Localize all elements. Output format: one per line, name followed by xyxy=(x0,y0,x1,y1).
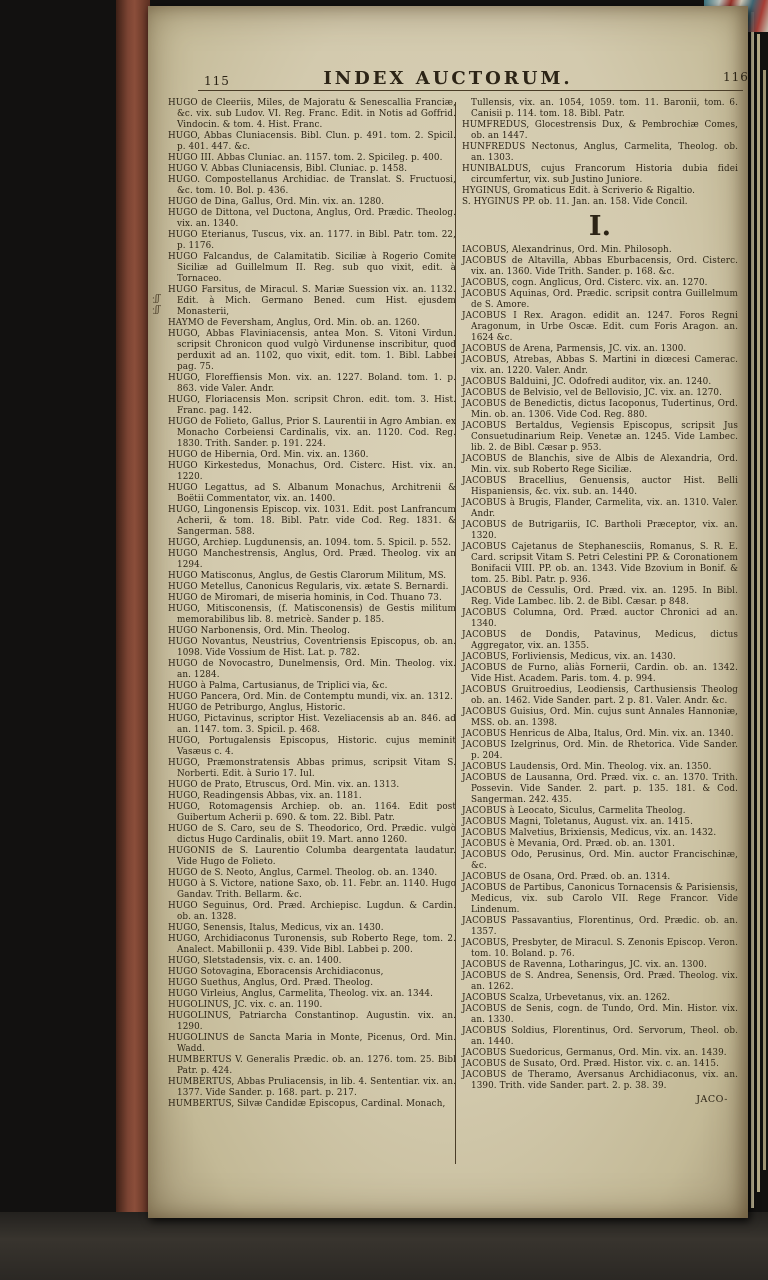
index-entry: JACOBUS Balduini, JC. Odofredi auditor, vix. an. 1240. xyxy=(462,377,712,387)
index-entry: HUGO, Readingensis Abbas, vix. an. 1181. xyxy=(168,791,362,801)
index-entry: HUGOLINUS de Sancta Maria in Monte, Picenus, Ord. Min. Wadd. xyxy=(168,1033,456,1054)
index-entry: HUGO, Lingonensis Episcop. vix. 1031. Edit. post Lanfrancum Acherii, & tom. 18. Bibl. Patr. vide Cod. Reg. 1831. & Sangerman. 588. xyxy=(168,505,456,537)
index-entry: JACOBUS, Presbyter, de Miracul. S. Zenonis Episcop. Veron. tom. 10. Boland. p. 76. xyxy=(462,938,738,959)
index-entry: JACOBUS, cogn. Anglicus, Ord. Cisterc. vix. an. 1270. xyxy=(462,278,708,288)
index-entry: HAYMO de Feversham, Anglus, Ord. Min. ob. an. 1260. xyxy=(168,318,420,328)
book-page xyxy=(148,6,748,1218)
index-entry: HUGO, Floriacensis Mon. scripsit Chron. edit. tom. 3. Hist. Franc. pag. 142. xyxy=(168,395,456,416)
index-entry: JACOBUS Columna, Ord. Præd. auctor Chronici ad an. 1340. xyxy=(462,608,738,629)
index-entry: HUGO de Prato, Etruscus, Ord. Min. vix. an. 1313. xyxy=(168,780,400,790)
index-entry: JACOBUS Laudensis, Ord. Min. Theolog. vix. an. 1350. xyxy=(462,762,712,772)
index-entry: HUGO, Abbas Cluniacensis. Bibl. Clun. p. 491. tom. 2. Spicil. p. 401. 447. &c. xyxy=(168,131,456,152)
index-entry: JACOBUS à Brugis, Flander, Carmelita, vix. an. 1310. Valer. Andr. xyxy=(462,498,738,519)
index-entry: HUGO, Floreffiensis Mon. vix. an. 1227. Boland. tom. 1. p. 863. vide Valer. Andr. xyxy=(168,373,456,394)
index-entry: JACOBUS de Partibus, Canonicus Tornacensis & Parisiensis, Medicus, vix. sub Carolo VII. Rege Francor. Vide Lindenum. xyxy=(462,883,738,915)
section-heading-letter-i: I. xyxy=(588,211,612,242)
index-entry: HUGO, Rotomagensis Archiep. ob. an. 1164. Edit post Guibertum Acherii p. 690. & tom. 22. Bibl. Patr. xyxy=(168,802,456,823)
right-text-column xyxy=(462,98,738,1105)
index-entry: JACOBUS Suedoricus, Germanus, Ord. Min. vix. an. 1439. xyxy=(462,1048,727,1058)
index-entry: HUGO de Cleeriis, Miles, de Majoratu & Senescallia Franciæ, &c. vix. sub Ludov. VI. Reg. Franc. Edit. in Notis ad Goffrid. Vindocin. & tom. 4. Hist. Franc. xyxy=(168,98,456,130)
index-entry: HUGO de Dittona, vel Ductona, Anglus, Ord. Prædic. Theolog. vix. an. 1340. xyxy=(168,208,456,229)
page-edge xyxy=(751,12,754,1208)
page-edge xyxy=(757,34,760,1192)
index-entry: JACOBUS de Cessulis, Ord. Præd. vix. an. 1295. In Bibl. Reg. Vide Lambec. lib. 2. de Bibl. Cæsar. p 848. xyxy=(462,586,738,607)
index-entry: JACOBUS de Butrigariis, IC. Bartholi Præceptor, vix. an. 1320. xyxy=(462,520,738,541)
index-entry: JACOBUS de Osana, Ord. Præd. ob. an. 1314. xyxy=(462,872,671,882)
index-entry: JACOBUS Henricus de Alba, Italus, Ord. Min. vix. an. 1340. xyxy=(462,729,734,739)
index-entry: JACOBUS de Furno, aliàs Fornerii, Cardin. ob. an. 1342. Vide Hist. Academ. Paris. tom. 4. p. 994. xyxy=(462,663,738,684)
index-entry: JACOBUS à Leocato, Siculus, Carmelita Theolog. xyxy=(462,806,686,816)
index-entry: JACOBUS Aquinas, Ord. Prædic. scripsit contra Guillelmum de S. Amore. xyxy=(462,289,738,310)
index-entry: HUNFREDUS Nectonus, Anglus, Carmelita, Theolog. ob. an. 1303. xyxy=(462,142,738,163)
index-entry: JACOBUS de Belvisio, vel de Bellovisio, JC. vix. an. 1270. xyxy=(462,388,723,398)
index-entry: JACOBUS Soldius, Florentinus, Ord. Servorum, Theol. ob. an. 1440. xyxy=(462,1026,738,1047)
index-entry: HUGO Matisconus, Anglus, de Gestis Clarorum Militum, MS. xyxy=(168,571,447,581)
index-entry: HUGO, Archidiaconus Turonensis, sub Roberto Rege, tom. 2. Analect. Mabillonii p. 439. Vide Bibl. Labbei p. 200. xyxy=(168,934,456,955)
index-entry: JACOBUS Gruitroedius, Leodiensis, Carthusiensis Theolog ob. an. 1462. Vide Sander. part. 2 p. 81. Valer. Andr. &c. xyxy=(462,685,738,706)
index-entry: HUGO, Pictavinus, scriptor Hist. Vezeliacensis ab an. 846. ad an. 1147. tom. 3. Spicil. p. 468. xyxy=(168,714,456,735)
index-entry: JACOBUS Guisius, Ord. Min. cujus sunt Annales Hannoniæ, MSS. ob. an. 1398. xyxy=(462,707,738,728)
index-entry: JACOBUS I Rex. Aragon. edidit an. 1247. Foros Regni Aragonum, in Urbe Oscæ. Edit. cum Foris Aragon. an. 1624 &c. xyxy=(462,311,738,343)
page-number-left: 115 xyxy=(204,74,230,88)
index-entry: JACOBUS Bertaldus, Vegiensis Episcopus, scripsit Jus Consuetudinarium Reip. Venetæ an. 1245. Vide Lambec. lib. 2. de Bibl. Cæsar p. 953. xyxy=(462,421,738,453)
index-entry: HUGO Pancera, Ord. Min. de Contemptu mundi, vix. an. 1312. xyxy=(168,692,454,702)
index-entry: HUGO, Mitisconensis, (f. Matisconensis) de Gestis militum memorabilibus lib. 8. metricè. Sander p. 185. xyxy=(168,604,456,625)
index-entry: S. HYGINUS PP. ob. 11. Jan. an. 158. Vide Concil. xyxy=(462,197,688,207)
index-entry: HUGO V. Abbas Cluniacensis, Bibl. Cluniac. p. 1458. xyxy=(168,164,408,174)
index-entry: HUGO, Præmonstratensis Abbas primus, scripsit Vitam S. Norberti. Edit. à Surio 17. Iul. xyxy=(168,758,456,779)
index-entry: HUMBERTUS, Abbas Pruliacensis, in lib. 4. Sententiar. vix. an. 1377. Vide Sander. p. 168. part. p. 217. xyxy=(168,1077,456,1098)
index-entry: HUGOLINUS, Patriarcha Constantinop. Augustin. vix. an. 1290. xyxy=(168,1011,456,1032)
index-entry: HUGO Novantus, Neustrius, Coventriensis Episcopus, ob. an. 1098. Vide Vossium de Hist. Lat. p. 782. xyxy=(168,637,456,658)
index-entry: HUGO Narbonensis, Ord. Min. Theolog. xyxy=(168,626,351,636)
book-binding xyxy=(116,0,150,1262)
index-entry: JACOBUS de Benedictis, dictus Iacoponus, Tudertinus, Ord. Min. ob. an. 1306. Vide Cod. Reg. 880. xyxy=(462,399,738,420)
entry-continuation: Tullensis, vix. an. 1054, 1059. tom. 11. Baronii, tom. 6. Canisii p. 114. tom. 18. Bibl. Patr. xyxy=(471,98,738,119)
index-entry: JACOBUS Passavantius, Florentinus, Ord. Prædic. ob. an. 1357. xyxy=(462,916,738,937)
index-entry: JACOBUS de Dondis, Patavinus, Medicus, dictus Aggregator, vix. an. 1355. xyxy=(462,630,738,651)
index-entry: JACOBUS de Senis, cogn. de Tundo, Ord. Min. Histor. vix. an. 1330. xyxy=(462,1004,738,1025)
index-entry: JACOBUS de Lausanna, Ord. Præd. vix. c. an. 1370. Trith. Possevin. Vide Sander. 2. part. p. 135. 181. & Cod. Sangerman. 242. 435. xyxy=(462,773,738,805)
index-entry: JACOBUS de Theramo, Aversanus Archidiaconus, vix. an. 1390. Trith. vide Sander. part. 2. p. 38. 39. xyxy=(462,1070,738,1091)
header-rule xyxy=(198,90,743,91)
index-entry: HUGONIS de S. Laurentio Columba deargentata laudatur. Vide Hugo de Folieto. xyxy=(168,846,456,867)
index-entry: HUGO à S. Victore, natione Saxo, ob. 11. Febr. an. 1140. Hugo Gandav. Trith. Bellarm. &c. xyxy=(168,879,456,900)
index-entry: HUGO de S. Caro, seu de S. Theodorico, Ord. Prædic. vulgò dictus Hugo Cardinalis, obiit 19. Mart. anno 1260. xyxy=(168,824,456,845)
index-entry: JACOBUS de S. Andrea, Senensis, Ord. Præd. Theolog. vix. an. 1262. xyxy=(462,971,738,992)
index-entry: JACOBUS de Blanchis, sive de Albis de Alexandria, Ord. Min. vix. sub Roberto Rege Siciliæ. xyxy=(462,454,738,475)
index-entry: HUGO Virleius, Anglus, Carmelita, Theolog. vix. an. 1344. xyxy=(168,989,433,999)
index-entry: HUGO, Portugalensis Episcopus, Historic. cujus meminit Vasæus c. 4. xyxy=(168,736,456,757)
catchword: JACO- xyxy=(696,1094,728,1105)
index-entry: HUGO, Sletstadensis, vix. c. an. 1400. xyxy=(168,956,342,966)
index-entry: HUGO, Abbas Flaviniacensis, antea Mon. S. Vitoni Virdun. scripsit Chronicon quod vulgò Virdunense inscribitur, quod perduxit ad an. 1102, quo vixit, edit. tom. 1. Bibl. Labbei pag. 75. xyxy=(168,329,456,372)
index-entry: JACOBUS Magni, Toletanus, August. vix. an. 1415. xyxy=(462,817,693,827)
page-title: INDEX AUCTORUM. xyxy=(323,68,573,89)
h-entries xyxy=(462,120,738,208)
index-entry: JACOBUS de Altavilla, Abbas Eburbacensis, Ord. Cisterc. vix. an. 1360. Vide Trith. Sander. p. 168. &c. xyxy=(462,256,738,277)
index-entry: HUGO, Archiep. Lugdunensis, an. 1094. tom. 5. Spicil. p. 552. xyxy=(168,538,452,548)
index-entry: HUGO de Hibernia, Ord. Min. vix. an. 1360. xyxy=(168,450,369,460)
index-entry: JACOBUS Bracellius, Genuensis, auctor Hist. Belli Hispaniensis, &c. vix. sub. an. 1440. xyxy=(462,476,738,497)
i-entries xyxy=(462,245,738,1092)
page-edge xyxy=(763,70,766,1170)
index-entry: HUGO Suethus, Anglus, Ord. Præd. Theolog. xyxy=(168,978,374,988)
index-entry: HUGO de Novocastro, Dunelmensis, Ord. Min. Theolog. vix. an. 1284. xyxy=(168,659,456,680)
index-entry: JACOBUS de Ravenna, Lotharingus, JC. vix. an. 1300. xyxy=(462,960,707,970)
index-entry: HUGO. Compostellanus Archidiac. de Translat. S. Fructuosi, &c. tom. 10. Bol. p. 436. xyxy=(168,175,456,196)
index-entry: HUGO de Dina, Gallus, Ord. Min. vix. an. 1280. xyxy=(168,197,385,207)
index-entry: HUGO de Miromari, de miseria hominis, in Cod. Thuano 73. xyxy=(168,593,442,603)
index-entry: HUGO III. Abbas Cluniac. an. 1157. tom. 2. Spicileg. p. 400. xyxy=(168,153,443,163)
index-entry: HUGO de Folieto, Gallus, Prior S. Laurentii in Agro Ambian. ex Monacho Corbeiensi Cardinalis, vix. an. 1120. Cod. Reg. 1830. Trith. Sander. p. 191. 224. xyxy=(168,417,456,449)
index-entry: HUGO à Palma, Cartusianus, de Triplici via, &c. xyxy=(168,681,388,691)
table-surface xyxy=(0,1212,768,1280)
index-entry: HUGO Eterianus, Tuscus, vix. an. 1177. in Bibl. Patr. tom. 22, p. 1176. xyxy=(168,230,456,251)
index-entry: HUMBERTUS, Silvæ Candidæ Episcopus, Cardinal. Monach, xyxy=(168,1099,446,1109)
index-entry: HUGO Falcandus, de Calamitatib. Siciliæ à Rogerio Comite Siciliæ ad Guillelmum II. Reg. sub quo vixit, edit. à Tornaceo. xyxy=(168,252,456,284)
page-number-right: 116 xyxy=(723,70,749,84)
index-entry: JACOBUS Odo, Perusinus, Ord. Min. auctor Francischinæ, &c. xyxy=(462,850,738,871)
index-entry: JACOBUS Izelgrinus, Ord. Min. de Rhetorica. Vide Sander. p. 204. xyxy=(462,740,738,761)
index-entry: HUNIBALDUS, cujus Francorum Historia dubia fidei circumfertur, vix. sub Justino Juniore. xyxy=(462,164,738,185)
index-entry: JACOBUS Scalza, Urbevetanus, vix. an. 1262. xyxy=(462,993,671,1003)
index-entry: JACOBUS Cajetanus de Stephanesciis, Romanus, S. R. E. Card. scripsit Vitam S. Petri Celestini PP. & Coronationem Bonifacii VIII. PP. ob. an. 1343. Vide Bzovium in Bonif. & tom. 25. Bibl. Patr. p. 936. xyxy=(462,542,738,585)
index-entry: JACOBUS, Forliviensis, Medicus, vix. an. 1430. xyxy=(462,652,676,662)
index-entry: HUGO Seguinus, Ord. Præd. Archiepisc. Lugdun. & Cardin. ob. an. 1328. xyxy=(168,901,456,922)
index-entry: HUGO, Senensis, Italus, Medicus, vix an. 1430. xyxy=(168,923,384,933)
index-entry: HUGOLINUS, JC. vix. c. an. 1190. xyxy=(168,1000,323,1010)
index-entry: JACOBUS, Atrebas, Abbas S. Martini in diœcesi Camerac. vix. an. 1220. Valer. Andr. xyxy=(462,355,738,376)
index-entry: HUGO Kirkestedus, Monachus, Ord. Cisterc. Hist. vix. an. 1220. xyxy=(168,461,456,482)
index-entry: HUGO Metellus, Canonicus Regularis, vix. ætate S. Bernardi. xyxy=(168,582,449,592)
index-entry: HUGO Farsitus, de Miracul. S. Mariæ Suession vix. an. 1132. Edit. à Mich. Germano Bened. cum Hist. ejusdem Monasterii, xyxy=(168,285,456,317)
index-entry: JACOBUS de Arena, Parmensis, JC. vix. an. 1300. xyxy=(462,344,687,354)
index-entry: HUMFREDUS, Glocestrensis Dux, & Pembrochiæ Comes, ob. an 1447. xyxy=(462,120,738,141)
handwritten-margin-marks: ·ʃʃ ·ʃʃ xyxy=(152,294,160,315)
index-entry: HUGO Sotovagina, Eboracensis Archidiaconus, xyxy=(168,967,384,977)
index-entry: HUGO Legattus, ad S. Albanum Monachus, Architrenii & Boëtii Commentator, vix. an. 1400. xyxy=(168,483,456,504)
index-entry: HUMBERTUS V. Generalis Prædic. ob. an. 1276. tom. 25. Bibl Patr. p. 424. xyxy=(168,1055,456,1076)
index-entry: HUGO Manchestrensis, Anglus, Ord. Præd. Theolog. vix an 1294. xyxy=(168,549,456,570)
index-entry: IACOBUS, Alexandrinus, Ord. Min. Philosoph. xyxy=(462,245,672,255)
left-text-column xyxy=(168,98,456,1110)
index-entry: JACOBUS Malvetius, Brixiensis, Medicus, vix. an. 1432. xyxy=(462,828,717,838)
index-entry: HYGINUS, Gromaticus Edit. à Scriverio & Rigaltio. xyxy=(462,186,695,196)
index-entry: JACOBUS de Susato, Ord. Præd. Histor. vix. c. an. 1415. xyxy=(462,1059,719,1069)
index-entry: HUGO de Petriburgo, Anglus, Historic. xyxy=(168,703,346,713)
index-entry: JACOBUS è Mevania, Ord. Præd. ob. an. 1301. xyxy=(462,839,676,849)
index-entry: HUGO de S. Neoto, Anglus, Carmel. Theolog. ob. an. 1340. xyxy=(168,868,438,878)
